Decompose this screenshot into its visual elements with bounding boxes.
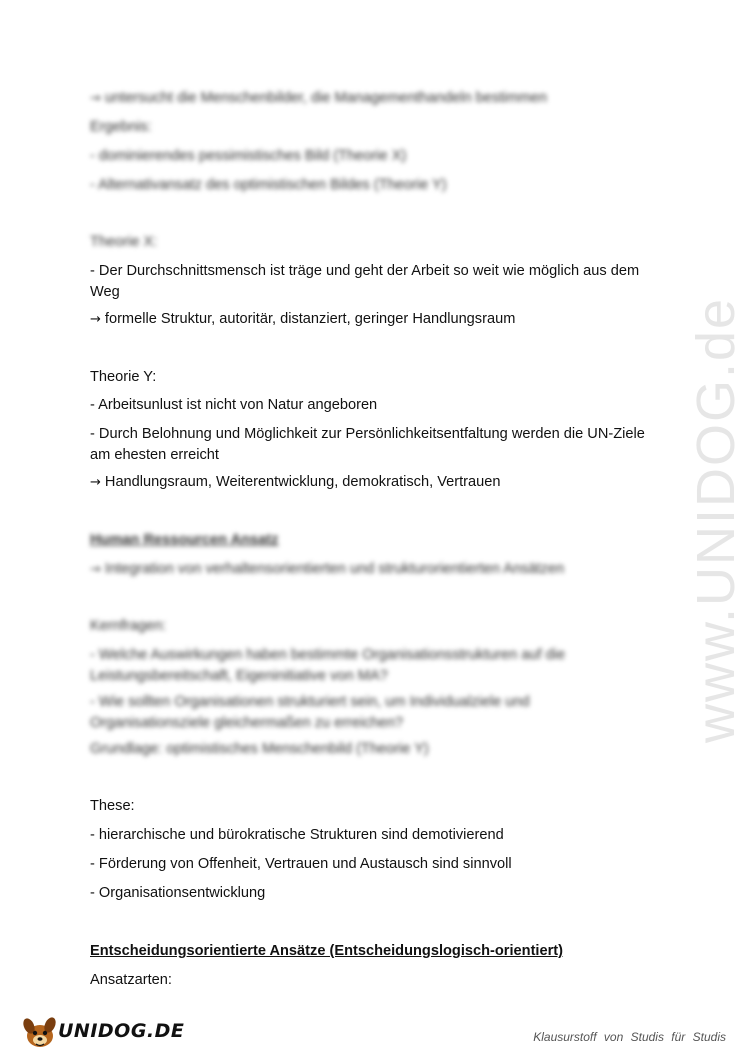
theory-y-point: - Durch Belohnung und Möglichkeit zur Persönlichkeitsentfaltung werden die UN-Ziele am ehesten erreicht [90,426,645,463]
arrow-icon: → [90,475,101,490]
dog-icon [20,1012,60,1052]
logo-text: UNIDOG.DE [58,1020,185,1042]
blurred-intro-line: - Alternativansatz des optimistischen Bildes (Theorie Y) [90,177,447,193]
blurred-section-line: - Wie sollten Organisationen strukturiert sein, um Individualziele und [90,694,530,710]
blurred-section-line: → Integration von verhaltensorientierten und strukturorientierten Ansätzen [90,561,565,577]
these-point: - hierarchische und bürokratische Strukturen sind demotivierend [90,827,504,843]
blurred-section-line: - Welche Auswirkungen haben bestimmte Organisationsstrukturen auf die [90,647,566,663]
these-point: - Organisationsentwicklung [90,885,266,901]
theory-y-title: Theorie Y: [90,369,157,385]
blurred-intro-line: Ergebnis: [90,119,152,135]
these-title: These: [90,798,135,814]
arrow-icon: → [90,91,101,106]
theory-y-point: - Arbeitsunlust ist nicht von Natur angeboren [90,397,378,413]
arrow-icon: → [90,562,101,577]
section-subtitle: Ansatzarten: [90,972,172,988]
theory-y-result: → Handlungsraum, Weiterentwicklung, demokratisch, Vertrauen [90,474,501,490]
these-point: - Förderung von Offenheit, Vertrauen und Austausch sind sinnvoll [90,856,512,872]
arrow-icon: → [90,312,101,327]
blurred-intro-line: → untersucht die Menschenbilder, die Managementhandeln bestimmen [90,90,548,106]
blurred-intro-line: - dominierendes pessimistisches Bild (Theorie X) [90,148,407,164]
theory-x-result: → formelle Struktur, autoritär, distanziert, geringer Handlungsraum [90,311,516,327]
blurred-section-line: Kernfragen: [90,618,167,634]
blurred-section-heading: Human Ressourcen Ansatz [90,532,279,548]
watermark: www.UNIDOG.de [686,296,746,744]
footer-text: Klausurstoff von Studis für Studis [533,1030,726,1044]
section-heading: Entscheidungsorientierte Ansätze (Entscheidungslogisch-orientiert) [90,943,564,959]
blurred-section-line: Organisationsziele gleichermaßen zu erreichen? [90,715,404,731]
theory-x-point: - Der Durchschnittsmensch ist träge und geht der Arbeit so weit wie möglich aus dem Weg [90,263,640,300]
blurred-section-line: Leistungsbereitschaft, Eigeninitiative von MA? [90,668,388,684]
unidog-logo [20,1012,185,1052]
blurred-intro-line: Theorie X: [90,234,158,250]
blurred-section-line: Grundlage: optimistisches Menschenbild (Theorie Y) [90,741,429,757]
